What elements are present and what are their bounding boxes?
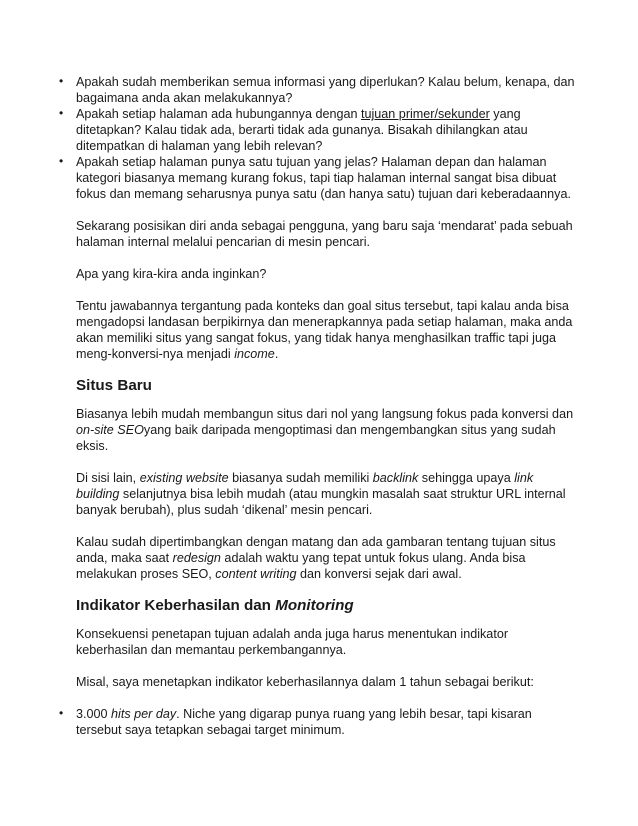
text-span: yang baik daripada mengoptimasi dan mengembangkan situs yang sudah eksis. (76, 423, 556, 453)
bullet-text (76, 706, 576, 738)
emphasis-monitoring: Monitoring (275, 597, 354, 614)
bullet-icon: • (59, 706, 64, 720)
document-content (59, 74, 576, 738)
bullet-icon: • (59, 74, 64, 88)
bullet-icon: • (59, 106, 64, 120)
bullet-text: Apakah setiap halaman punya satu tujuan yang jelas? Halaman depan dan halaman kategori biasanya memang kurang fokus, tapi tiap halaman internal sangat bisa dibuat fokus dan memang seharusnya punya satu (dan hanya satu) tujuan dari keberadaannya. (76, 155, 571, 201)
paragraph-posisi: Sekarang posisikan diri anda sebagai pengguna, yang baru saja ‘mendarat’ pada sebuah halaman internal melalui pencarian di mesin pencari. (76, 219, 573, 249)
text-span: Tentu jawabannya tergantung pada konteks dan goal situs tersebut, tapi kalau anda bisa mengadopsi landasan berpikirnya dan menerapkannya pada setiap halaman, maka anda akan memiliki situs yang sangat fokus, yang tidak hanya menghasilkan traffic tapi juga meng-konversi-nya menjadi (76, 299, 573, 361)
emphasis-redesign: redesign (172, 551, 221, 565)
link-tujuan-primer-sekunder[interactable]: tujuan primer/sekunder (361, 107, 490, 121)
text-span: adalah waktu yang tepat untuk fokus ulang. Anda bisa melakukan proses SEO, (76, 551, 526, 581)
list-item (59, 74, 576, 106)
emphasis-link-building: link building (76, 471, 534, 501)
bullet-text: Apakah sudah memberikan semua informasi yang diperlukan? Kalau belum, kenapa, dan bagaimana anda akan melakukannya? (76, 75, 575, 105)
list-item (59, 706, 576, 738)
list-item (59, 106, 576, 154)
text-span: 3.000 (76, 707, 112, 721)
text-span: Di sisi lain, (76, 471, 140, 485)
text-span: Apakah setiap halaman ada hubungannya dengan (76, 107, 361, 121)
emphasis-income: income (234, 347, 275, 361)
text-span: . (274, 347, 279, 361)
bullet-icon: • (59, 154, 64, 168)
paragraph-question: Apa yang kira-kira anda inginkan? (76, 267, 267, 281)
text-span: . Niche yang digarap punya ruang yang lebih besar, tapi kisaran tersebut saya tetapkan sebagai target minimum. (76, 707, 532, 737)
emphasis-backlink: backlink (372, 471, 419, 485)
heading-situs-baru: Situs Baru (76, 377, 152, 394)
heading-indikator (76, 596, 576, 616)
text-span: Kalau sudah dipertimbangkan dengan matang dan ada gambaran tentang tujuan situs anda, maka saat (76, 535, 556, 565)
paragraph-kalau-sudah (76, 534, 576, 582)
paragraph-jawaban (76, 298, 576, 362)
list-item (59, 154, 576, 202)
emphasis-hits-per-day: hits per day (111, 707, 177, 721)
text-span: yang ditetapkan? Kalau tidak ada, berarti tidak ada gunanya. Bisakah dihilangkan atau ditempatkan di halaman yang lebih relevan? (76, 107, 528, 153)
paragraph-misal: Misal, saya menetapkan indikator keberhasilannya dalam 1 tahun sebagai berikut: (76, 675, 534, 689)
emphasis-content-writing: content writing (215, 567, 297, 581)
paragraph-biasanya (76, 406, 576, 454)
text-span: sehingga upaya (418, 471, 515, 485)
text-span: Indikator Keberhasilan dan (76, 597, 276, 614)
paragraph-konsekuensi: Konsekuensi penetapan tujuan adalah anda juga harus menentukan indikator keberhasilan dan memantau perkembangannya. (76, 627, 509, 657)
emphasis-existing-website: existing website (139, 471, 229, 485)
bullet-text (76, 106, 576, 154)
text-span: Biasanya lebih mudah membangun situs dari nol yang langsung fokus pada konversi dan (76, 407, 574, 421)
paragraph-di-sisi-lain (76, 470, 576, 518)
text-span: dan konversi sejak dari awal. (296, 567, 462, 581)
text-span: selanjutnya bisa lebih mudah (atau mungkin masalah saat struktur URL internal banyak berubah), plus sudah ‘dikenal’ mesin pencari. (76, 487, 566, 517)
emphasis-on-site-seo: on-site SEO (76, 423, 144, 437)
text-span: biasanya sudah memiliki (228, 471, 373, 485)
